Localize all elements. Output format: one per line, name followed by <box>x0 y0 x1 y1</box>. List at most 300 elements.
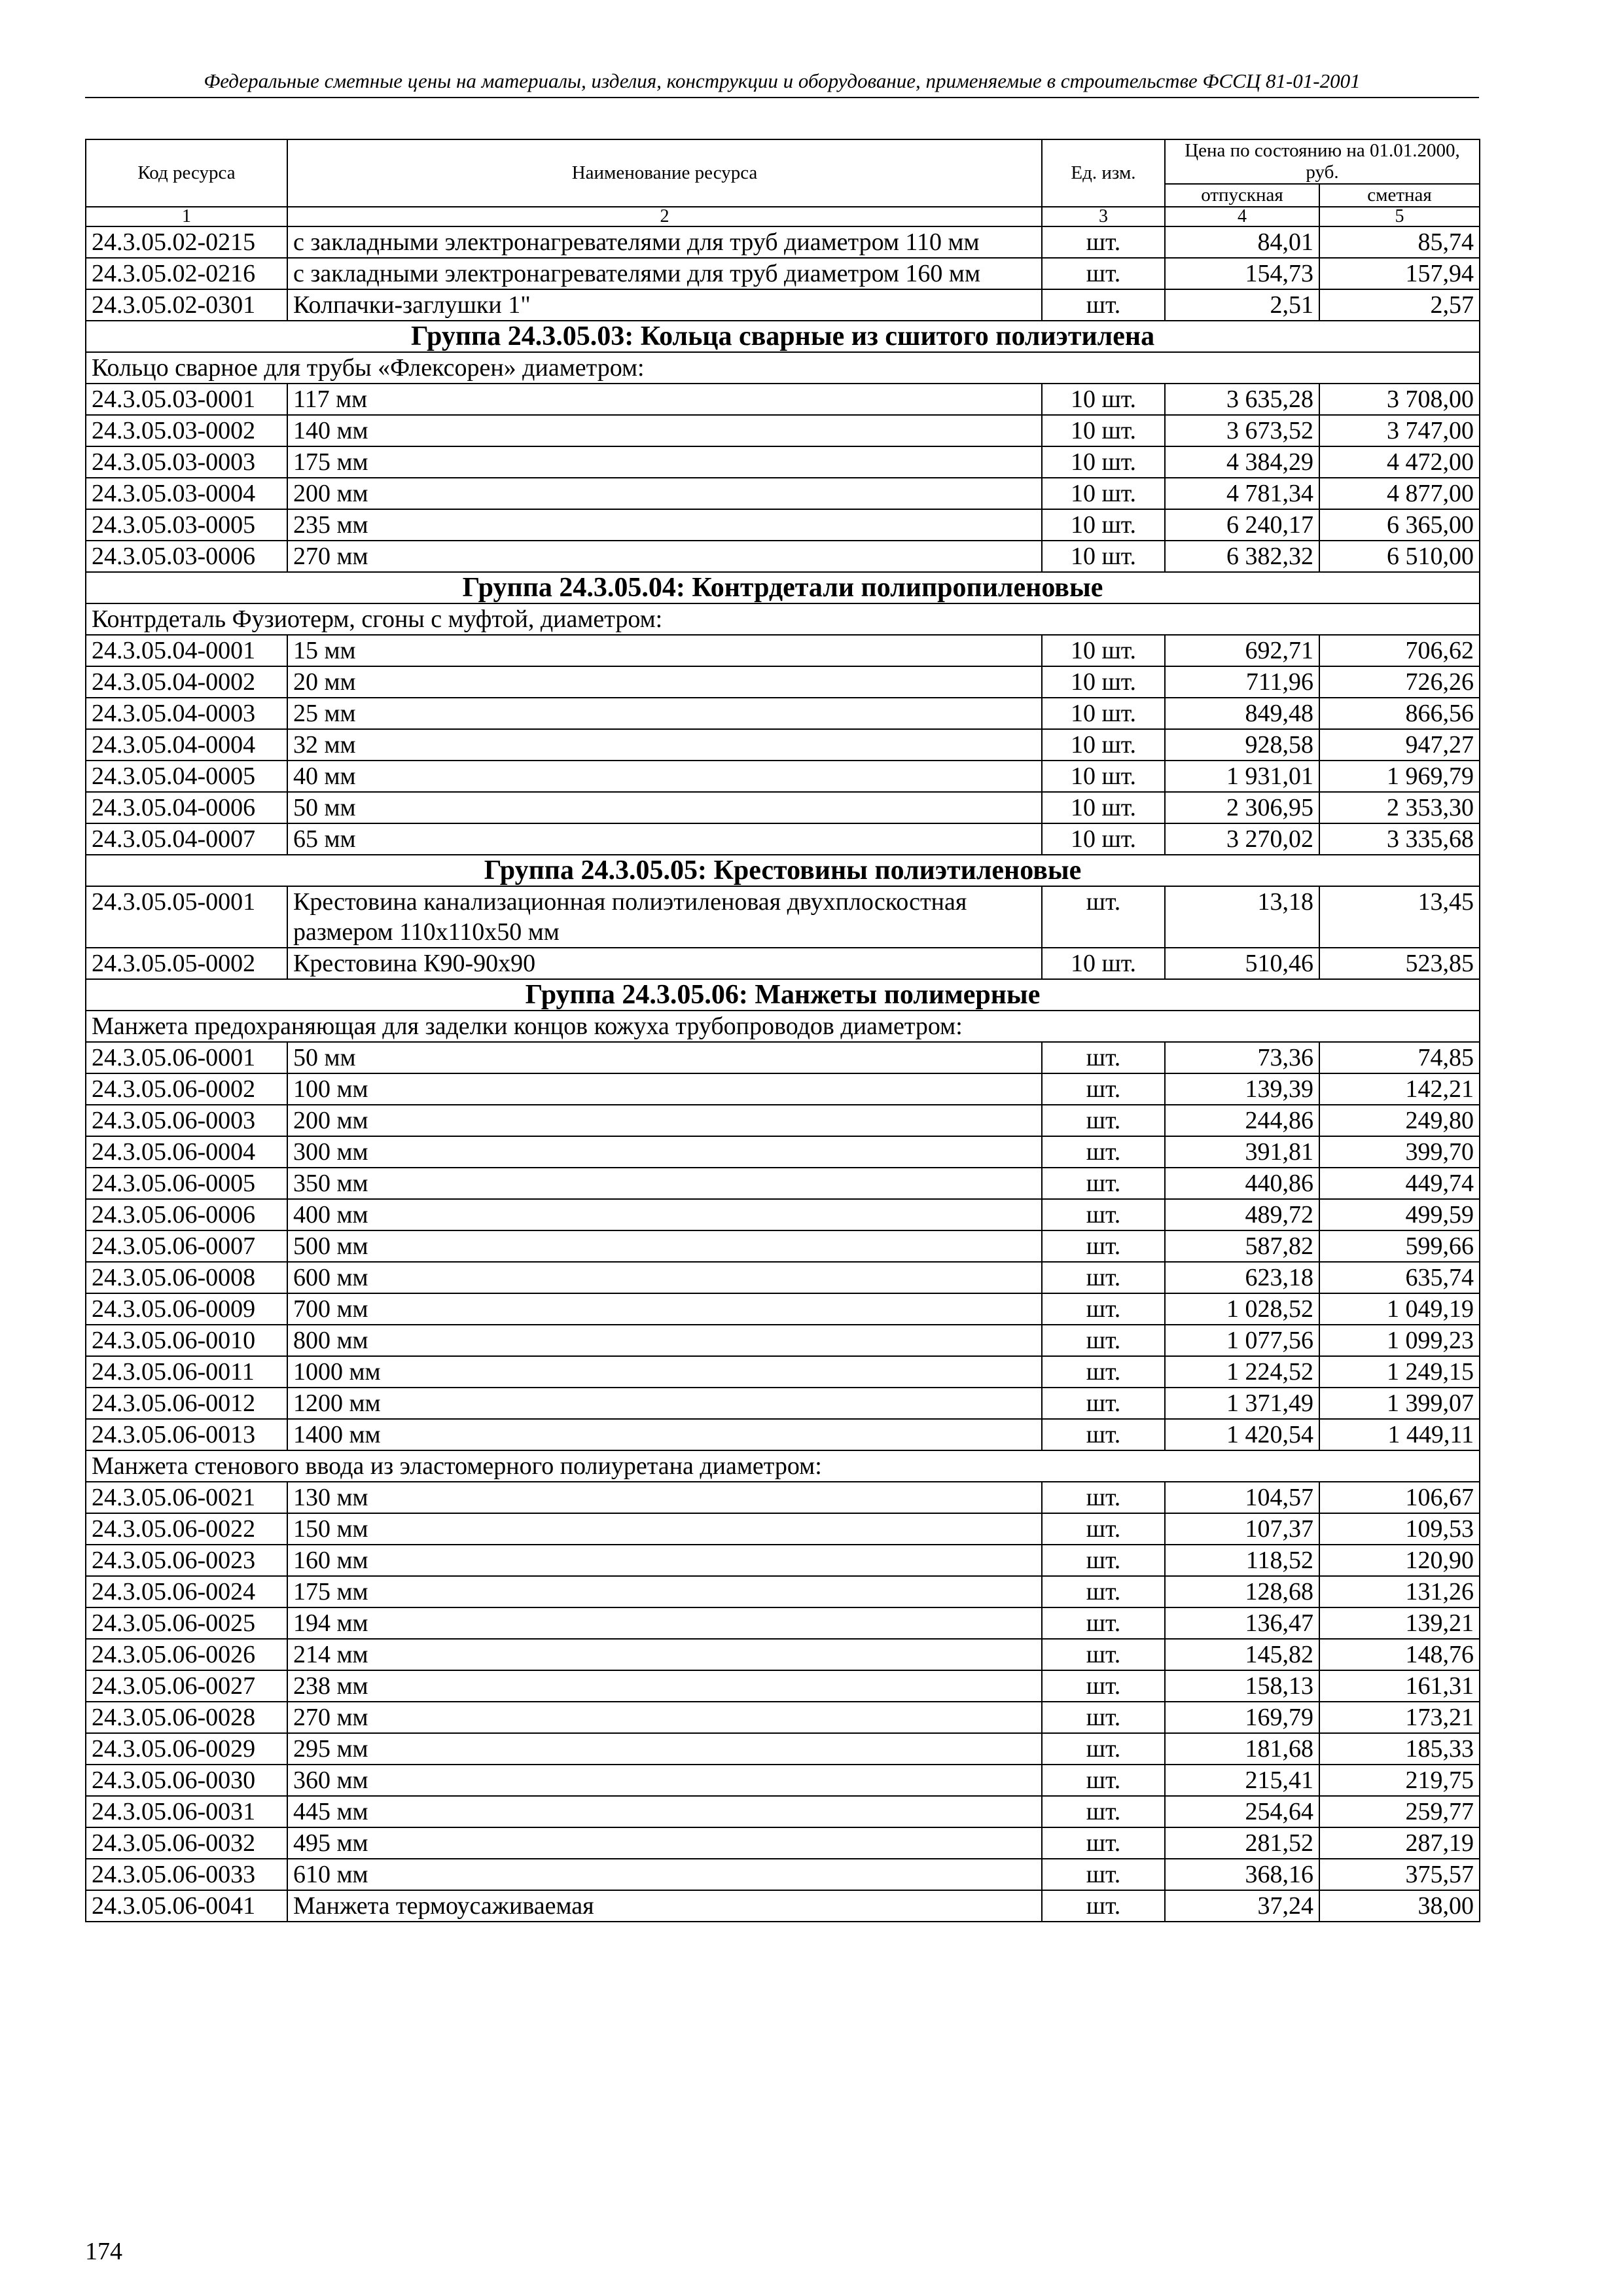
unit: шт. <box>1042 258 1165 289</box>
resource-code: 24.3.05.03-0004 <box>86 478 287 509</box>
resource-name: 235 мм <box>287 509 1042 541</box>
release-price: 104,57 <box>1165 1482 1319 1513</box>
resource-name: 360 мм <box>287 1765 1042 1796</box>
estimate-price: 1 399,07 <box>1319 1388 1480 1419</box>
estimate-price: 4 472,00 <box>1319 446 1480 478</box>
col-number: 2 <box>287 207 1042 226</box>
table-header <box>86 139 1480 226</box>
resource-name: 270 мм <box>287 1702 1042 1733</box>
resource-code: 24.3.05.03-0001 <box>86 384 287 415</box>
unit: 10 шт. <box>1042 384 1165 415</box>
resource-code: 24.3.05.04-0006 <box>86 792 287 823</box>
resource-code: 24.3.05.05-0002 <box>86 948 287 979</box>
unit: шт. <box>1042 1796 1165 1827</box>
subheading-row <box>86 1011 1480 1042</box>
unit: шт. <box>1042 1607 1165 1639</box>
resource-code: 24.3.05.04-0003 <box>86 698 287 729</box>
table-row <box>86 1042 1480 1073</box>
release-price: 3 270,02 <box>1165 823 1319 855</box>
resource-name: 175 мм <box>287 1576 1042 1607</box>
unit: шт. <box>1042 1765 1165 1796</box>
estimate-price: 219,75 <box>1319 1765 1480 1796</box>
col-number: 4 <box>1165 207 1319 226</box>
table-row <box>86 698 1480 729</box>
table-row <box>86 666 1480 698</box>
resource-code: 24.3.05.06-0022 <box>86 1513 287 1545</box>
resource-name: 238 мм <box>287 1670 1042 1702</box>
estimate-price: 375,57 <box>1319 1859 1480 1890</box>
col-price-header: Цена по состоянию на 01.01.2000, руб. <box>1165 139 1480 184</box>
resource-code: 24.3.05.05-0001 <box>86 886 287 948</box>
resource-name: 175 мм <box>287 446 1042 478</box>
estimate-price: 6 365,00 <box>1319 509 1480 541</box>
estimate-price: 259,77 <box>1319 1796 1480 1827</box>
table-body <box>86 226 1480 1922</box>
release-price: 1 077,56 <box>1165 1325 1319 1356</box>
table-row <box>86 1702 1480 1733</box>
unit: шт. <box>1042 1482 1165 1513</box>
resource-name: с закладными электронагревателями для труб диаметром 110 мм <box>287 226 1042 258</box>
resource-name: 15 мм <box>287 635 1042 666</box>
table-row <box>86 1890 1480 1922</box>
estimate-price: 1 249,15 <box>1319 1356 1480 1388</box>
subheading-row <box>86 352 1480 384</box>
table-row <box>86 1670 1480 1702</box>
estimate-price: 85,74 <box>1319 226 1480 258</box>
resource-name: 50 мм <box>287 1042 1042 1073</box>
resource-name: 20 мм <box>287 666 1042 698</box>
estimate-price: 1 049,19 <box>1319 1293 1480 1325</box>
resource-code: 24.3.05.06-0001 <box>86 1042 287 1073</box>
estimate-price: 726,26 <box>1319 666 1480 698</box>
estimate-price: 13,45 <box>1319 886 1480 948</box>
table-row <box>86 1293 1480 1325</box>
unit: шт. <box>1042 1168 1165 1199</box>
col-name-header: Наименование ресурса <box>287 139 1042 207</box>
table-row <box>86 1827 1480 1859</box>
group-heading: Группа 24.3.05.04: Контрдетали полипропиленовые <box>86 572 1480 603</box>
table-row <box>86 258 1480 289</box>
estimate-price: 2,57 <box>1319 289 1480 321</box>
subheading: Кольцо сварное для трубы «Флексорен» диаметром: <box>86 352 1480 384</box>
estimate-price: 635,74 <box>1319 1262 1480 1293</box>
release-price: 368,16 <box>1165 1859 1319 1890</box>
resource-name: 300 мм <box>287 1136 1042 1168</box>
unit: шт. <box>1042 289 1165 321</box>
release-price: 1 028,52 <box>1165 1293 1319 1325</box>
group-heading-row <box>86 855 1480 886</box>
table-row <box>86 1419 1480 1450</box>
estimate-price: 6 510,00 <box>1319 541 1480 572</box>
resource-code: 24.3.05.06-0012 <box>86 1388 287 1419</box>
resource-name: 50 мм <box>287 792 1042 823</box>
release-price: 6 382,32 <box>1165 541 1319 572</box>
resource-name: Крестовина К90-90х90 <box>287 948 1042 979</box>
table-row <box>86 1105 1480 1136</box>
release-price: 849,48 <box>1165 698 1319 729</box>
table-row <box>86 823 1480 855</box>
unit: шт. <box>1042 1105 1165 1136</box>
estimate-price: 74,85 <box>1319 1042 1480 1073</box>
resource-name: 350 мм <box>287 1168 1042 1199</box>
resource-name: 1200 мм <box>287 1388 1042 1419</box>
release-price: 244,86 <box>1165 1105 1319 1136</box>
unit: шт. <box>1042 1262 1165 1293</box>
release-price: 118,52 <box>1165 1545 1319 1576</box>
estimate-price: 866,56 <box>1319 698 1480 729</box>
estimate-price: 599,66 <box>1319 1230 1480 1262</box>
release-price: 623,18 <box>1165 1262 1319 1293</box>
resource-name: 1000 мм <box>287 1356 1042 1388</box>
unit: 10 шт. <box>1042 792 1165 823</box>
release-price: 1 931,01 <box>1165 761 1319 792</box>
resource-code: 24.3.05.04-0001 <box>86 635 287 666</box>
resource-name: Крестовина канализационная полиэтиленовая двухплоскостная размером 110x110x50 мм <box>287 886 1042 948</box>
resource-name: 445 мм <box>287 1796 1042 1827</box>
resource-code: 24.3.05.06-0024 <box>86 1576 287 1607</box>
resource-name: 295 мм <box>287 1733 1042 1765</box>
estimate-price: 157,94 <box>1319 258 1480 289</box>
table-row <box>86 478 1480 509</box>
release-price: 711,96 <box>1165 666 1319 698</box>
table-row <box>86 1230 1480 1262</box>
table-row <box>86 1199 1480 1230</box>
resource-code: 24.3.05.04-0004 <box>86 729 287 761</box>
resource-code: 24.3.05.04-0002 <box>86 666 287 698</box>
release-price: 73,36 <box>1165 1042 1319 1073</box>
estimate-price: 2 353,30 <box>1319 792 1480 823</box>
resource-code: 24.3.05.06-0032 <box>86 1827 287 1859</box>
resource-name: 140 мм <box>287 415 1042 446</box>
release-price: 136,47 <box>1165 1607 1319 1639</box>
page-number: 174 <box>85 2238 122 2265</box>
estimate-price: 523,85 <box>1319 948 1480 979</box>
unit: 10 шт. <box>1042 446 1165 478</box>
resource-name: 1400 мм <box>287 1419 1042 1450</box>
unit: шт. <box>1042 1639 1165 1670</box>
col-number: 3 <box>1042 207 1165 226</box>
estimate-price: 139,21 <box>1319 1607 1480 1639</box>
resource-code: 24.3.05.06-0011 <box>86 1356 287 1388</box>
release-price: 84,01 <box>1165 226 1319 258</box>
resource-name: 610 мм <box>287 1859 1042 1890</box>
unit: шт. <box>1042 1325 1165 1356</box>
table-row <box>86 1545 1480 1576</box>
resource-code: 24.3.05.06-0007 <box>86 1230 287 1262</box>
table-row <box>86 1168 1480 1199</box>
estimate-price: 173,21 <box>1319 1702 1480 1733</box>
table-row <box>86 1859 1480 1890</box>
release-price: 6 240,17 <box>1165 509 1319 541</box>
estimate-price: 706,62 <box>1319 635 1480 666</box>
resource-code: 24.3.05.06-0033 <box>86 1859 287 1890</box>
resource-name: 65 мм <box>287 823 1042 855</box>
release-price: 3 635,28 <box>1165 384 1319 415</box>
col-unit-header: Ед. изм. <box>1042 139 1165 207</box>
resource-name: Колпачки-заглушки 1" <box>287 289 1042 321</box>
resource-code: 24.3.05.06-0005 <box>86 1168 287 1199</box>
release-price: 128,68 <box>1165 1576 1319 1607</box>
resource-code: 24.3.05.06-0029 <box>86 1733 287 1765</box>
table-row <box>86 1073 1480 1105</box>
resource-code: 24.3.05.06-0002 <box>86 1073 287 1105</box>
release-price: 254,64 <box>1165 1796 1319 1827</box>
resource-name: 200 мм <box>287 1105 1042 1136</box>
estimate-price: 109,53 <box>1319 1513 1480 1545</box>
resource-code: 24.3.05.06-0013 <box>86 1419 287 1450</box>
table-row <box>86 729 1480 761</box>
estimate-price: 106,67 <box>1319 1482 1480 1513</box>
unit: шт. <box>1042 1042 1165 1073</box>
unit: шт. <box>1042 1733 1165 1765</box>
estimate-price: 142,21 <box>1319 1073 1480 1105</box>
table-row <box>86 1733 1480 1765</box>
unit: 10 шт. <box>1042 948 1165 979</box>
unit: шт. <box>1042 1702 1165 1733</box>
release-price: 107,37 <box>1165 1513 1319 1545</box>
col-release-header: отпускная <box>1165 184 1319 207</box>
table-row <box>86 1356 1480 1388</box>
resource-name: 270 мм <box>287 541 1042 572</box>
table-row <box>86 1607 1480 1639</box>
resource-code: 24.3.05.06-0010 <box>86 1325 287 1356</box>
subheading-row <box>86 1450 1480 1482</box>
resource-code: 24.3.05.06-0031 <box>86 1796 287 1827</box>
unit: шт. <box>1042 1388 1165 1419</box>
page-header: Федеральные сметные цены на материалы, изделия, конструкции и оборудование, применяемые в строительстве ФССЦ 81-01-2001 <box>85 69 1479 98</box>
group-heading: Группа 24.3.05.06: Манжеты полимерные <box>86 979 1480 1011</box>
group-heading-row <box>86 321 1480 352</box>
release-price: 281,52 <box>1165 1827 1319 1859</box>
table-row <box>86 1576 1480 1607</box>
unit: шт. <box>1042 1670 1165 1702</box>
group-heading-row <box>86 979 1480 1011</box>
release-price: 1 420,54 <box>1165 1419 1319 1450</box>
unit: шт. <box>1042 1513 1165 1545</box>
estimate-price: 947,27 <box>1319 729 1480 761</box>
release-price: 440,86 <box>1165 1168 1319 1199</box>
unit: 10 шт. <box>1042 415 1165 446</box>
release-price: 1 224,52 <box>1165 1356 1319 1388</box>
unit: 10 шт. <box>1042 541 1165 572</box>
estimate-price: 1 969,79 <box>1319 761 1480 792</box>
table-row <box>86 509 1480 541</box>
release-price: 13,18 <box>1165 886 1319 948</box>
resource-name: Манжета термоусаживаемая <box>287 1890 1042 1922</box>
unit: шт. <box>1042 1859 1165 1890</box>
unit: шт. <box>1042 226 1165 258</box>
resource-name: 495 мм <box>287 1827 1042 1859</box>
price-table <box>85 139 1480 1922</box>
resource-name: 150 мм <box>287 1513 1042 1545</box>
table-row <box>86 415 1480 446</box>
release-price: 145,82 <box>1165 1639 1319 1670</box>
unit: 10 шт. <box>1042 729 1165 761</box>
estimate-price: 287,19 <box>1319 1827 1480 1859</box>
table-row <box>86 384 1480 415</box>
table-row <box>86 541 1480 572</box>
resource-name: 25 мм <box>287 698 1042 729</box>
unit: шт. <box>1042 1136 1165 1168</box>
unit: шт. <box>1042 1545 1165 1576</box>
release-price: 158,13 <box>1165 1670 1319 1702</box>
release-price: 215,41 <box>1165 1765 1319 1796</box>
group-heading: Группа 24.3.05.03: Кольца сварные из сшитого полиэтилена <box>86 321 1480 352</box>
resource-code: 24.3.05.06-0004 <box>86 1136 287 1168</box>
subheading-row <box>86 603 1480 635</box>
unit: 10 шт. <box>1042 635 1165 666</box>
group-heading: Группа 24.3.05.05: Крестовины полиэтиленовые <box>86 855 1480 886</box>
estimate-price: 185,33 <box>1319 1733 1480 1765</box>
subheading: Манжета стенового ввода из эластомерного полиуретана диаметром: <box>86 1450 1480 1482</box>
resource-name: 214 мм <box>287 1639 1042 1670</box>
unit: шт. <box>1042 1199 1165 1230</box>
resource-code: 24.3.05.06-0006 <box>86 1199 287 1230</box>
release-price: 489,72 <box>1165 1199 1319 1230</box>
resource-name: с закладными электронагревателями для труб диаметром 160 мм <box>287 258 1042 289</box>
group-heading-row <box>86 572 1480 603</box>
unit: 10 шт. <box>1042 823 1165 855</box>
unit: 10 шт. <box>1042 698 1165 729</box>
table-row <box>86 446 1480 478</box>
estimate-price: 1 449,11 <box>1319 1419 1480 1450</box>
resource-name: 100 мм <box>287 1073 1042 1105</box>
resource-code: 24.3.05.03-0005 <box>86 509 287 541</box>
col-number: 1 <box>86 207 287 226</box>
release-price: 169,79 <box>1165 1702 1319 1733</box>
resource-code: 24.3.05.06-0021 <box>86 1482 287 1513</box>
unit: шт. <box>1042 1419 1165 1450</box>
resource-name: 500 мм <box>287 1230 1042 1262</box>
resource-name: 32 мм <box>287 729 1042 761</box>
unit: 10 шт. <box>1042 509 1165 541</box>
table-row <box>86 635 1480 666</box>
resource-code: 24.3.05.06-0030 <box>86 1765 287 1796</box>
estimate-price: 3 335,68 <box>1319 823 1480 855</box>
estimate-price: 3 747,00 <box>1319 415 1480 446</box>
resource-code: 24.3.05.06-0023 <box>86 1545 287 1576</box>
resource-code: 24.3.05.03-0006 <box>86 541 287 572</box>
resource-name: 700 мм <box>287 1293 1042 1325</box>
estimate-price: 148,76 <box>1319 1639 1480 1670</box>
release-price: 37,24 <box>1165 1890 1319 1922</box>
resource-name: 800 мм <box>287 1325 1042 1356</box>
subheading: Манжета предохраняющая для заделки концов кожуха трубопроводов диаметром: <box>86 1011 1480 1042</box>
release-price: 587,82 <box>1165 1230 1319 1262</box>
estimate-price: 161,31 <box>1319 1670 1480 1702</box>
estimate-price: 120,90 <box>1319 1545 1480 1576</box>
resource-code: 24.3.05.06-0041 <box>86 1890 287 1922</box>
table-row <box>86 1136 1480 1168</box>
unit: шт. <box>1042 1827 1165 1859</box>
release-price: 1 371,49 <box>1165 1388 1319 1419</box>
table-row <box>86 792 1480 823</box>
table-row <box>86 1388 1480 1419</box>
release-price: 391,81 <box>1165 1136 1319 1168</box>
col-code-header: Код ресурса <box>86 139 287 207</box>
unit: 10 шт. <box>1042 761 1165 792</box>
unit: шт. <box>1042 1576 1165 1607</box>
unit: шт. <box>1042 1073 1165 1105</box>
resource-name: 200 мм <box>287 478 1042 509</box>
resource-name: 117 мм <box>287 384 1042 415</box>
release-price: 2 306,95 <box>1165 792 1319 823</box>
estimate-price: 399,70 <box>1319 1136 1480 1168</box>
col-estimate-header: сметная <box>1319 184 1480 207</box>
unit: шт. <box>1042 1293 1165 1325</box>
table-row <box>86 1325 1480 1356</box>
resource-code: 24.3.05.06-0025 <box>86 1607 287 1639</box>
resource-name: 194 мм <box>287 1607 1042 1639</box>
estimate-price: 38,00 <box>1319 1890 1480 1922</box>
release-price: 510,46 <box>1165 948 1319 979</box>
resource-code: 24.3.05.06-0026 <box>86 1639 287 1670</box>
table-row <box>86 1262 1480 1293</box>
unit: шт. <box>1042 1890 1165 1922</box>
estimate-price: 3 708,00 <box>1319 384 1480 415</box>
resource-code: 24.3.05.06-0009 <box>86 1293 287 1325</box>
resource-code: 24.3.05.02-0216 <box>86 258 287 289</box>
resource-code: 24.3.05.03-0003 <box>86 446 287 478</box>
col-number: 5 <box>1319 207 1480 226</box>
table-row <box>86 948 1480 979</box>
release-price: 928,58 <box>1165 729 1319 761</box>
table-row <box>86 289 1480 321</box>
resource-name: 400 мм <box>287 1199 1042 1230</box>
subheading: Контрдеталь Фузиотерм, сгоны с муфтой, диаметром: <box>86 603 1480 635</box>
resource-code: 24.3.05.03-0002 <box>86 415 287 446</box>
estimate-price: 4 877,00 <box>1319 478 1480 509</box>
table-row <box>86 1513 1480 1545</box>
table-row <box>86 1482 1480 1513</box>
table-row <box>86 1639 1480 1670</box>
estimate-price: 499,59 <box>1319 1199 1480 1230</box>
resource-name: 130 мм <box>287 1482 1042 1513</box>
estimate-price: 249,80 <box>1319 1105 1480 1136</box>
resource-code: 24.3.05.06-0003 <box>86 1105 287 1136</box>
unit: 10 шт. <box>1042 666 1165 698</box>
resource-name: 160 мм <box>287 1545 1042 1576</box>
release-price: 4 384,29 <box>1165 446 1319 478</box>
resource-code: 24.3.05.02-0301 <box>86 289 287 321</box>
table-row <box>86 886 1480 948</box>
resource-code: 24.3.05.04-0007 <box>86 823 287 855</box>
unit: шт. <box>1042 1230 1165 1262</box>
resource-code: 24.3.05.06-0027 <box>86 1670 287 1702</box>
unit: 10 шт. <box>1042 478 1165 509</box>
resource-code: 24.3.05.04-0005 <box>86 761 287 792</box>
estimate-price: 131,26 <box>1319 1576 1480 1607</box>
table-row <box>86 1765 1480 1796</box>
unit: шт. <box>1042 1356 1165 1388</box>
estimate-price: 1 099,23 <box>1319 1325 1480 1356</box>
estimate-price: 449,74 <box>1319 1168 1480 1199</box>
release-price: 2,51 <box>1165 289 1319 321</box>
release-price: 181,68 <box>1165 1733 1319 1765</box>
table-row <box>86 226 1480 258</box>
table-row <box>86 761 1480 792</box>
unit: шт. <box>1042 886 1165 948</box>
resource-name: 600 мм <box>287 1262 1042 1293</box>
release-price: 154,73 <box>1165 258 1319 289</box>
resource-code: 24.3.05.06-0028 <box>86 1702 287 1733</box>
release-price: 692,71 <box>1165 635 1319 666</box>
table-row <box>86 1796 1480 1827</box>
resource-name: 40 мм <box>287 761 1042 792</box>
release-price: 4 781,34 <box>1165 478 1319 509</box>
release-price: 3 673,52 <box>1165 415 1319 446</box>
resource-code: 24.3.05.02-0215 <box>86 226 287 258</box>
